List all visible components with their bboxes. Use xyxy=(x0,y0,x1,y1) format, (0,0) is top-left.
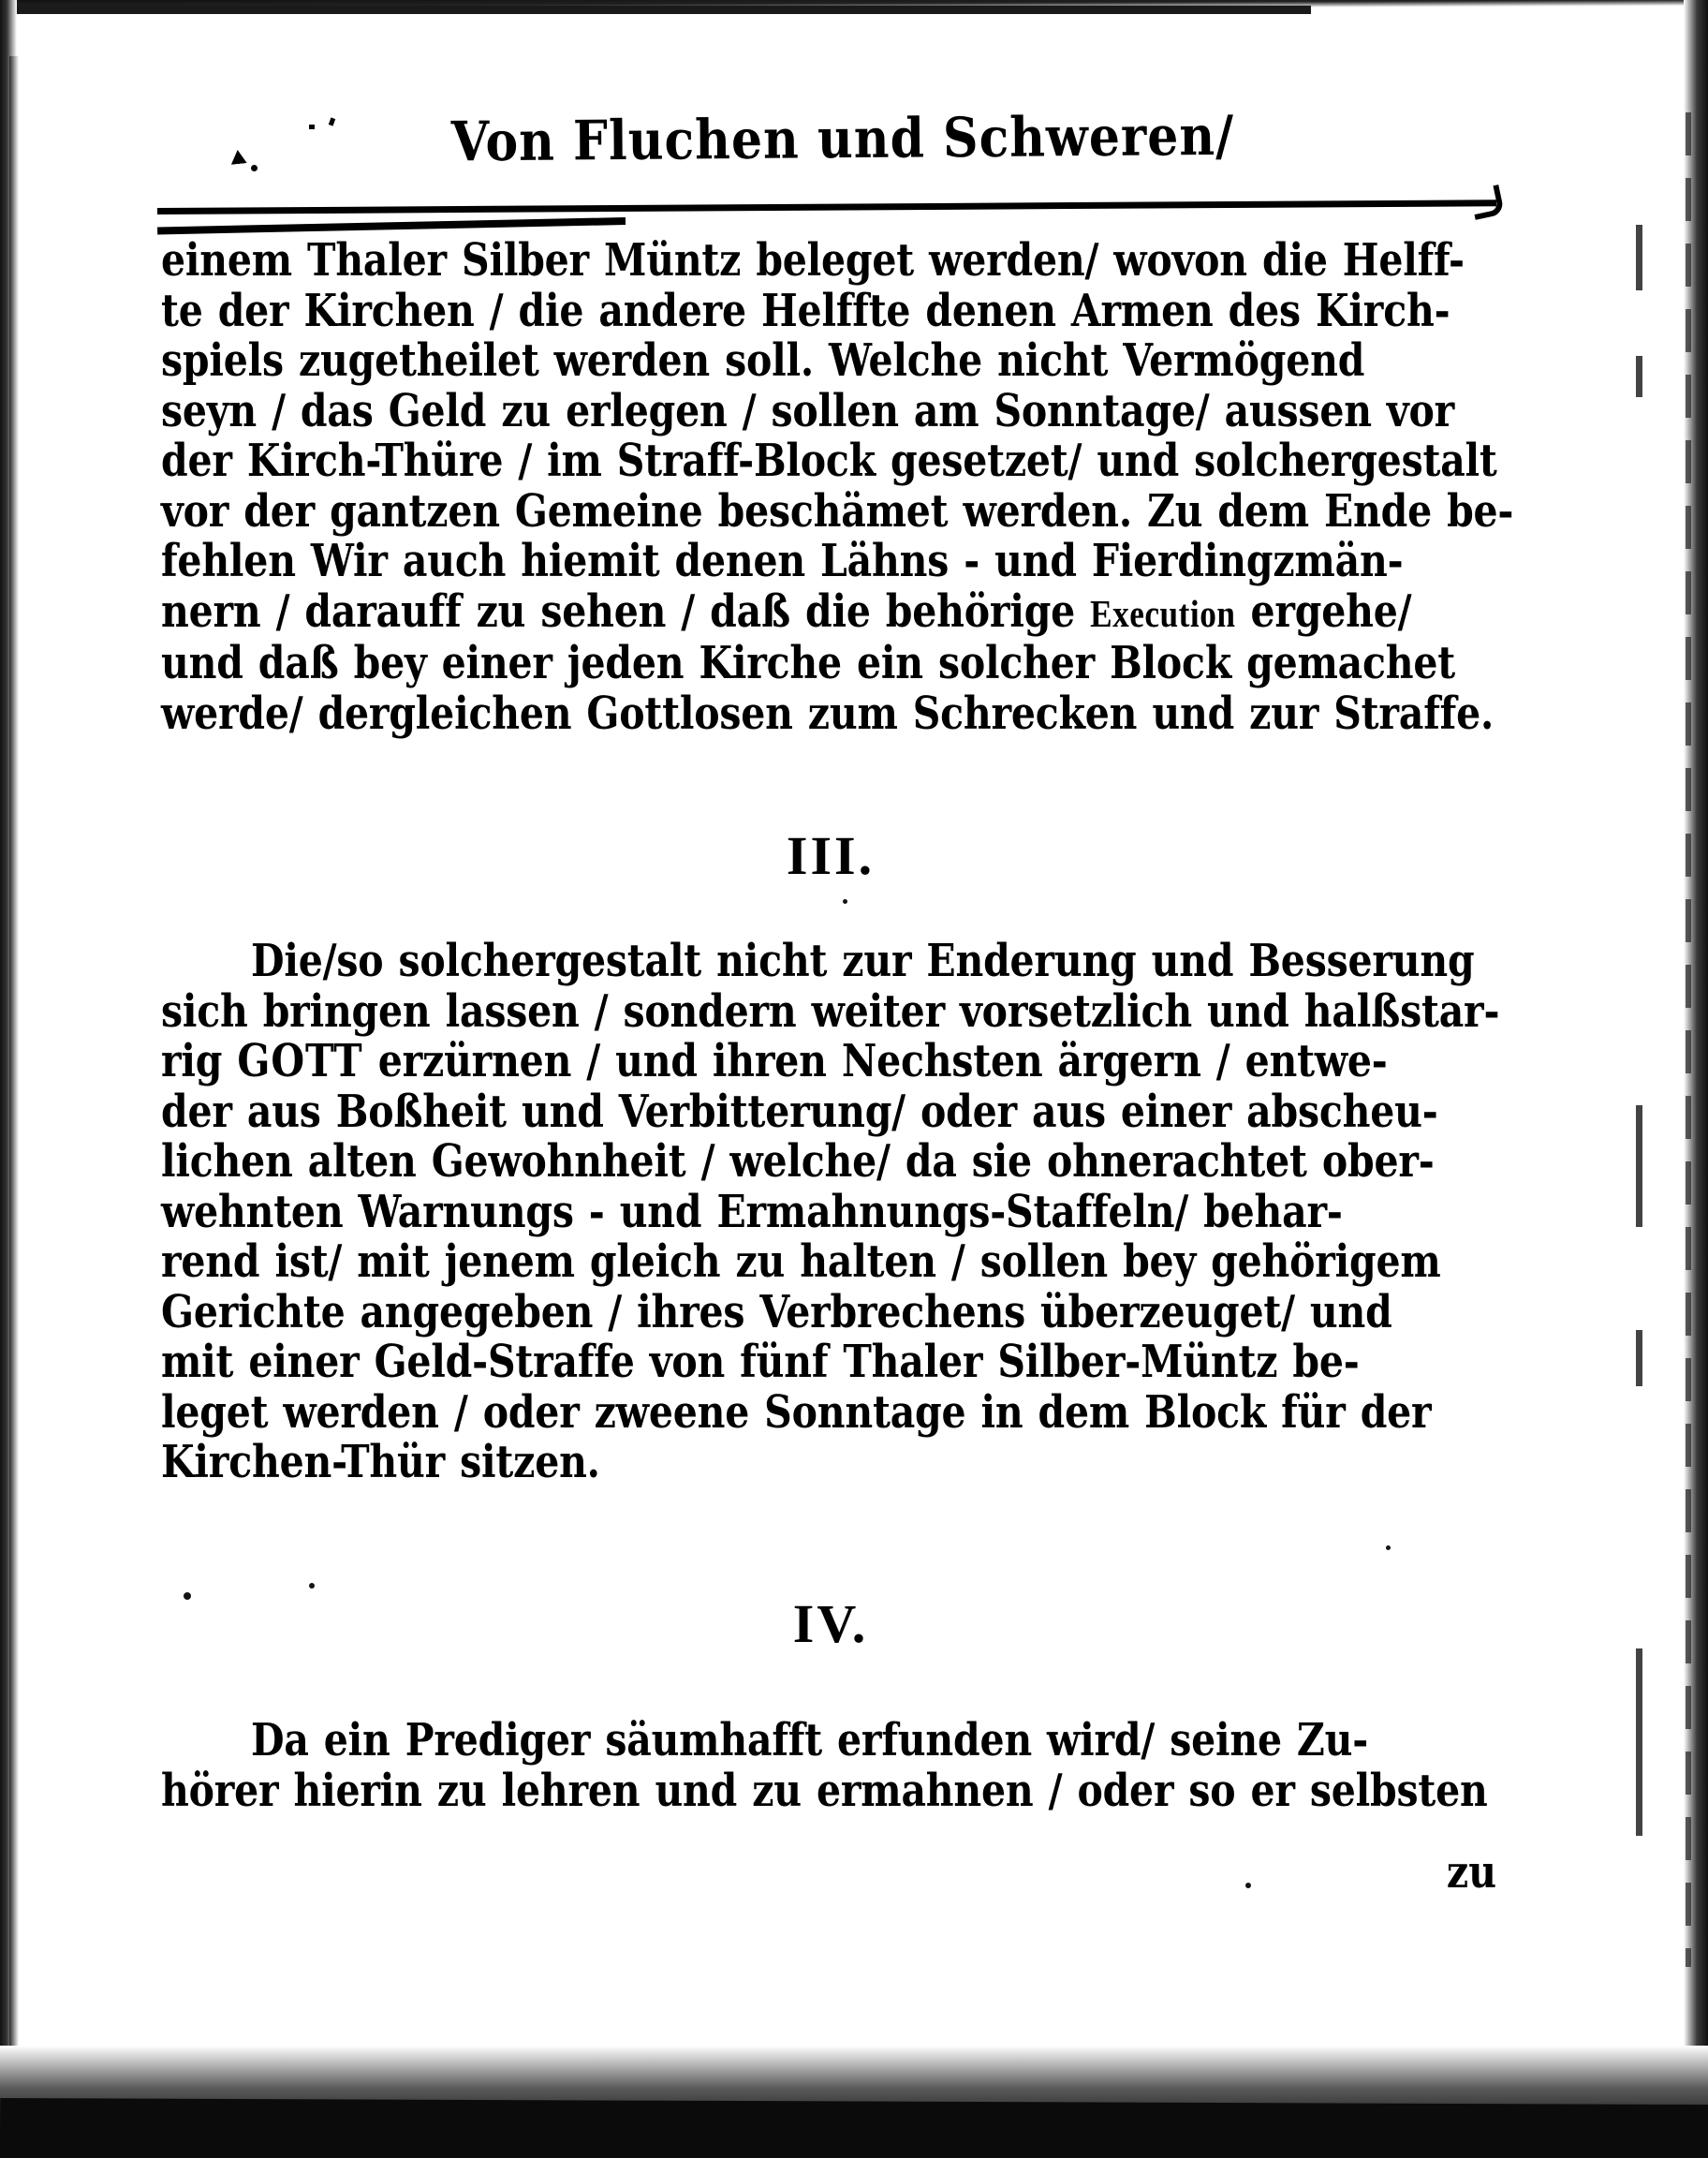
header-rule-hook xyxy=(1469,185,1505,220)
text-fragment: ergehe/ xyxy=(1235,584,1412,638)
text-line: lichen alten Gewohnheit / welche/ da sie ohnerachtet ober- xyxy=(161,1135,1435,1188)
text-line: und daß bey einer jeden Kirche ein solcher Block gemachet xyxy=(161,637,1456,689)
text-fragment: nern / darauff zu sehen / daß die behörige xyxy=(161,584,1091,638)
text-line xyxy=(161,1712,1500,1770)
section-number-iii: III. xyxy=(786,825,876,886)
text-line: hörer hierin zu lehren und zu ermahnen / oder so er selbsten xyxy=(161,1764,1488,1817)
text-line-with-emphasis xyxy=(161,1033,1500,1091)
catchword-text: zu xyxy=(1446,1846,1496,1899)
text-line: der Kirch-Thüre / im Straff-Block gesetzet/ und solchergestalt xyxy=(161,435,1497,487)
section-number-iv: IV. xyxy=(792,1593,869,1654)
text-line: seyn / das Geld zu erlegen / sollen am Sonntage/ aussen vor xyxy=(161,384,1455,437)
emphasised-word-gott: GOTT xyxy=(237,1035,363,1087)
text-line: Gerichte angegeben / ihres Verbrechens überzeuget/ und xyxy=(161,1285,1392,1338)
catchword xyxy=(1446,1846,1496,1899)
text-line: mit einer Geld-Straffe von fünf Thaler Silber-Müntz be- xyxy=(161,1336,1360,1388)
marginal-mark-dot-icon xyxy=(251,165,258,171)
text-fragment: rig xyxy=(161,1035,238,1087)
text-line: vor der gantzen Gemeine beschämet werden. Zu dem Ende be- xyxy=(161,484,1514,538)
text-line: Kirchen-Thür sitzen. xyxy=(161,1436,600,1488)
paragraph-section-iii xyxy=(161,937,1500,1488)
text-line: leget werden / oder zweene Sonntage in dem Block für der xyxy=(161,1385,1432,1439)
text-line: einem Thaler Silber Müntz beleget werden/ wovon die Helff- xyxy=(161,234,1465,287)
text-line: te der Kirchen / die andere Helffte denen Armen des Kirch- xyxy=(161,284,1450,337)
text-line: wehnten Warnungs - und Ermahnungs-Staffeln/ behar- xyxy=(161,1185,1343,1238)
text-line: rend ist/ mit jenem gleich zu halten / sollen bey gehörigem xyxy=(161,1235,1441,1288)
text-line: werde/ dergleichen Gottlosen zum Schrecken und zur Straffe. xyxy=(161,687,1494,740)
text-line: spiels zugetheilet werden soll. Welche nicht Vermögend xyxy=(161,334,1365,387)
header-rule xyxy=(157,200,1496,214)
paragraph-continuation xyxy=(161,234,1514,740)
marginal-mark-icon xyxy=(229,149,246,165)
running-head: Von Fluchen und Schweren/ xyxy=(450,104,1235,174)
text-fragment: Die/so solchergestalt nicht zur Enderung und Besserung xyxy=(251,935,1475,987)
text-line: sich bringen lassen / sondern weiter vorsetzlich und halßstar- xyxy=(161,984,1500,1038)
paragraph-section-iv xyxy=(161,1716,1500,1816)
text-line: der aus Boßheit und Verbitterung/ oder aus einer abscheu- xyxy=(161,1085,1438,1138)
text-fragment: erzürnen / und ihren Nechsten ärgern / entwe- xyxy=(362,1035,1388,1087)
antiqua-insert: Execution xyxy=(1090,592,1236,635)
text-line xyxy=(161,933,1500,991)
text-fragment: Da ein Prediger säumhafft erfunden wird/ seine Zu- xyxy=(251,1714,1369,1766)
text-line: fehlen Wir auch hiemit denen Lähns - und Fierdingzmän- xyxy=(161,535,1404,587)
